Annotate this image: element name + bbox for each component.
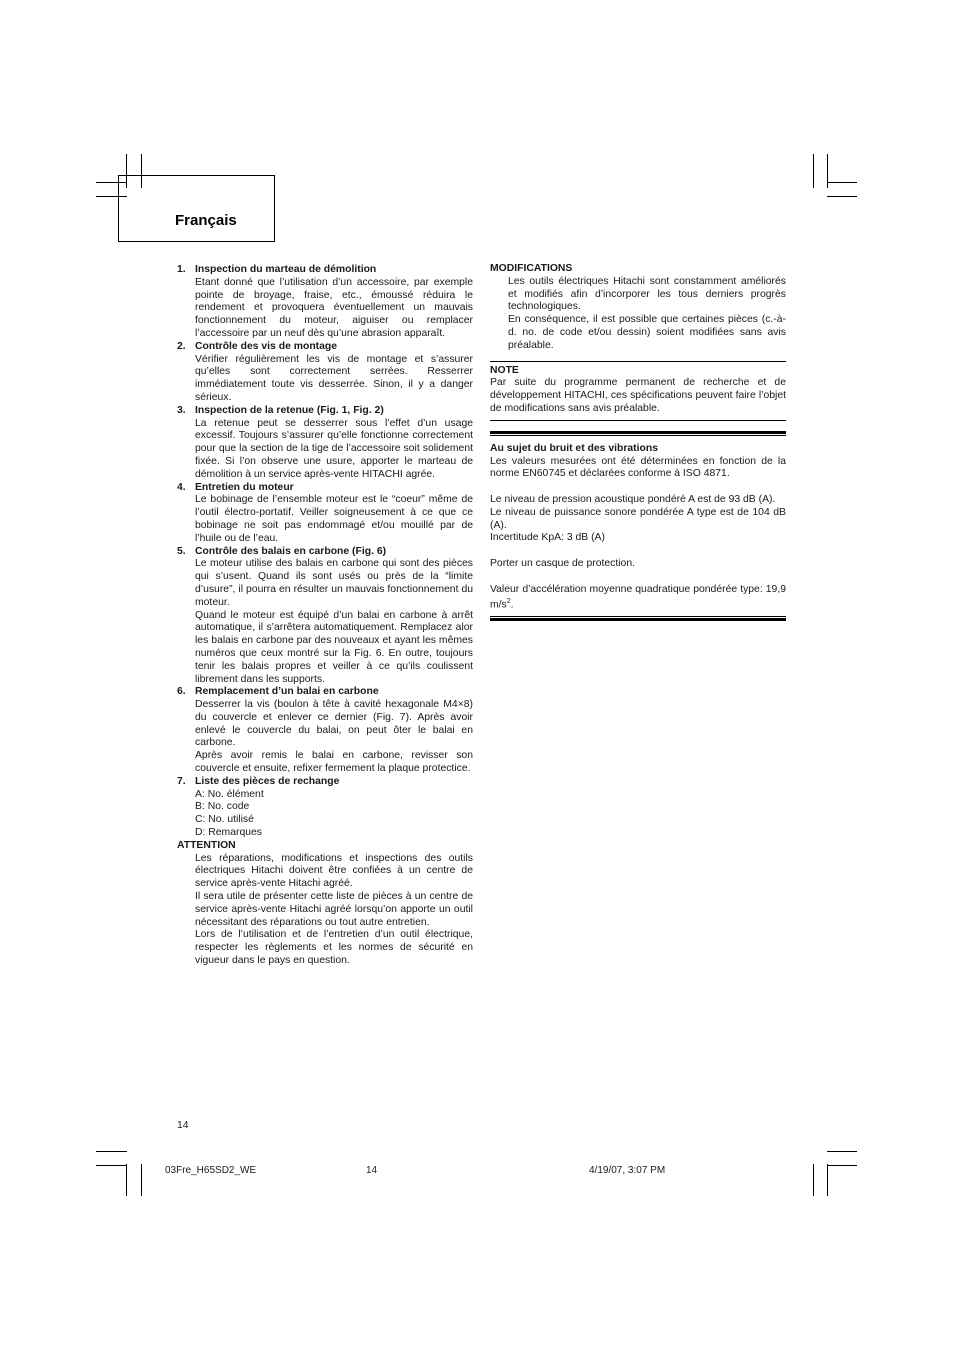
crop-mark [813,1164,814,1196]
parts-list-entry: B: No. code [195,801,250,813]
timestamp: 4/19/07, 3:07 PM [589,1165,666,1176]
crop-mark [141,1164,142,1196]
item-number: 3. [177,404,186,416]
item-number: 1. [177,264,186,275]
notes-column [490,263,786,621]
item-title: Entretien du moteur [195,481,294,493]
item-number: 5. [177,545,186,557]
item-paragraph: Desserrer la vis (boulon à tête à cavité hexagonale M4×8) du couvercle et enlever ce dernier (Fig. 7). Après avoir enlevé le couvercle du balai, on peut ôter le balai en carbone. [195,699,473,749]
vibration-end: . [510,599,514,611]
list-item [177,405,473,482]
noise-title: Au sujet du bruit et des vibrations [490,442,659,454]
item-title: Contrôle des balais en carbone (Fig. 6) [195,545,387,557]
item-paragraph: Vérifier régulièrement les vis de montage et s’assurer qu’elles sont correctement serrées. Resserrer immédiatement toute vis desserrée. Sinon, il y a danger sérieux. [195,353,473,403]
item-title: Inspection du marteau de démolition [195,264,377,275]
parts-list-entry: A: No. élément [195,788,264,800]
modifications-paragraph: En conséquence, il est possible que certaines pièces (c.-à-d. no. de code et/ou dessin) soient modifiées sans avis préalable. [508,314,786,351]
item-paragraph: Le bobinage de l’ensemble moteur est le “coeur” même de l’outil électro-portatif. Veiller soigneusement à ce que ce bobinage ne soit pas endommagé et/ou mouillé par de l’huile ou de l’eau. [195,494,473,544]
crop-mark [827,196,857,197]
item-title: Remplacement d’un balai en carbone [195,686,379,698]
list-item [177,264,473,341]
parts-list-entry: C: No. utilisé [195,814,254,826]
maintenance-column [177,264,473,968]
attention-paragraph: Lors de l’utilisation et de l’entretien d’un outil électrique, respecter les règlements et les normes de sécurité en vigueur dans le pays en question. [195,929,473,967]
attention-title: ATTENTION [177,839,236,851]
attention-paragraph: Il sera utile de présenter cette liste de pièces à un centre de service après-vente Hitachi agréé lorsqu’on apporte un outil nécessitant des réparations ou tout autre entretien. [195,891,473,928]
parts-list-entry: D: Remarques [195,827,262,839]
list-item [177,546,473,687]
modifications-paragraph: Les outils électriques Hitachi sont constamment améliorés et modifiés afin d’incorporer les tous derniers progrès technologiques. [508,275,786,313]
sheet-number: 14 [366,1165,378,1176]
crop-mark [96,1151,127,1152]
item-number: 4. [177,481,186,493]
attention-paragraph: Les réparations, modifications et inspections des outils électriques Hitachi doivent être confiées à un centre de service après-vente Hitachi agréé. [195,852,473,890]
sound-pressure-text: Le niveau de pression acoustique pondéré A est de 93 dB (A). [490,493,776,505]
list-item [177,686,473,776]
item-title: Contrôle des vis de montage [195,340,338,352]
note-title: NOTE [490,364,519,376]
crop-mark [96,1165,127,1166]
item-number: 2. [177,340,186,352]
uncertainty-text: Incertitude KpA: 3 dB (A) [490,532,605,544]
attention-section [177,840,473,968]
vibration-unit-exponent: 2 [506,598,511,606]
item-number: 6. [177,686,186,698]
vibration-text [490,584,786,613]
item-number: 7. [177,775,186,787]
sound-power-text: Le niveau de puissance sonore pondérée A type est de 104 dB (A). [490,506,786,531]
crop-mark [126,1164,127,1196]
crop-mark [827,1164,828,1196]
helmet-text: Porter un casque de protection. [490,557,635,569]
list-item [177,341,473,405]
list-item [177,482,473,546]
list-item [177,776,473,840]
section-divider [490,618,786,621]
vibration-value: Valeur d’accélération moyenne quadratique pondérée type: 19,9 m/s [490,583,786,611]
noise-vibration-section [490,443,786,613]
item-title: Liste des pièces de rechange [195,775,340,787]
note-text: Par suite du programme permanent de recherche et de développement HITACHI, ces spécifications peuvent faire l’objet de modifications sans avis préalable. [490,377,786,414]
item-paragraph: Etant donné que l’utilisation d’un accessoire, par exemple pointe de broyage, fraise, etc., émoussé réduira le rendement et provoquera éventuellement un mauvais fonctionnement du moteur, aiguiser ou remplacer l’accessoire par un neuf dès qu’une abrasion apparaît. [195,276,473,339]
item-paragraph: Après avoir remis le balai en carbone, revisser son couvercle et ensuite, refixer fermement la plaque protectice. [195,750,473,775]
crop-mark [827,182,857,183]
item-paragraph: La retenue peut se desserrer sous l’effet d’un usage excessif. Toujours s’assurer qu’elle fonctionne correctement pour que la section de la tige de l’accessoire soit solidement fixée. Si l’on observe une usure, apporter le marteau de démolition à un service après-vente HITACHI agrée. [195,417,473,480]
crop-mark [827,1151,857,1152]
crop-mark [827,1165,857,1166]
page-number: 14 [177,1120,189,1131]
crop-mark [813,154,814,188]
item-title: Inspection de la retenue (Fig. 1, Fig. 2) [195,404,384,416]
file-name: 03Fre_H65SD2_WE [165,1165,257,1176]
item-paragraph: Le moteur utilise des balais en carbone qui sont des pièces qui s’usent. Quand ils sont usés ou près de la “limite d’usure”, il pourra en résulter un mauvais fonctionnement du moteur. [195,558,473,608]
language-title: Français [175,212,237,229]
language-header-box [118,175,275,242]
item-paragraph: Quand le moteur est équipé d’un balai en carbone à arrêt automatique, il s’arrêtera automatiquement. Remplacez alor les balais en carbone par des nouveaux et ayant les mêmes numéros que ceux montré sur la Fig. 6. En outre, toujours tenir les balais propres et veiller à ce qu’ils coulissent librement dans les supports. [195,609,473,685]
modifications-section [490,263,786,353]
modifications-title: MODIFICATIONS [490,263,573,274]
noise-intro: Les valeurs mesurées ont été déterminées en fonction de la norme EN60745 et déclarées conforme à ISO 4871. [490,455,786,480]
note-section [490,365,786,416]
